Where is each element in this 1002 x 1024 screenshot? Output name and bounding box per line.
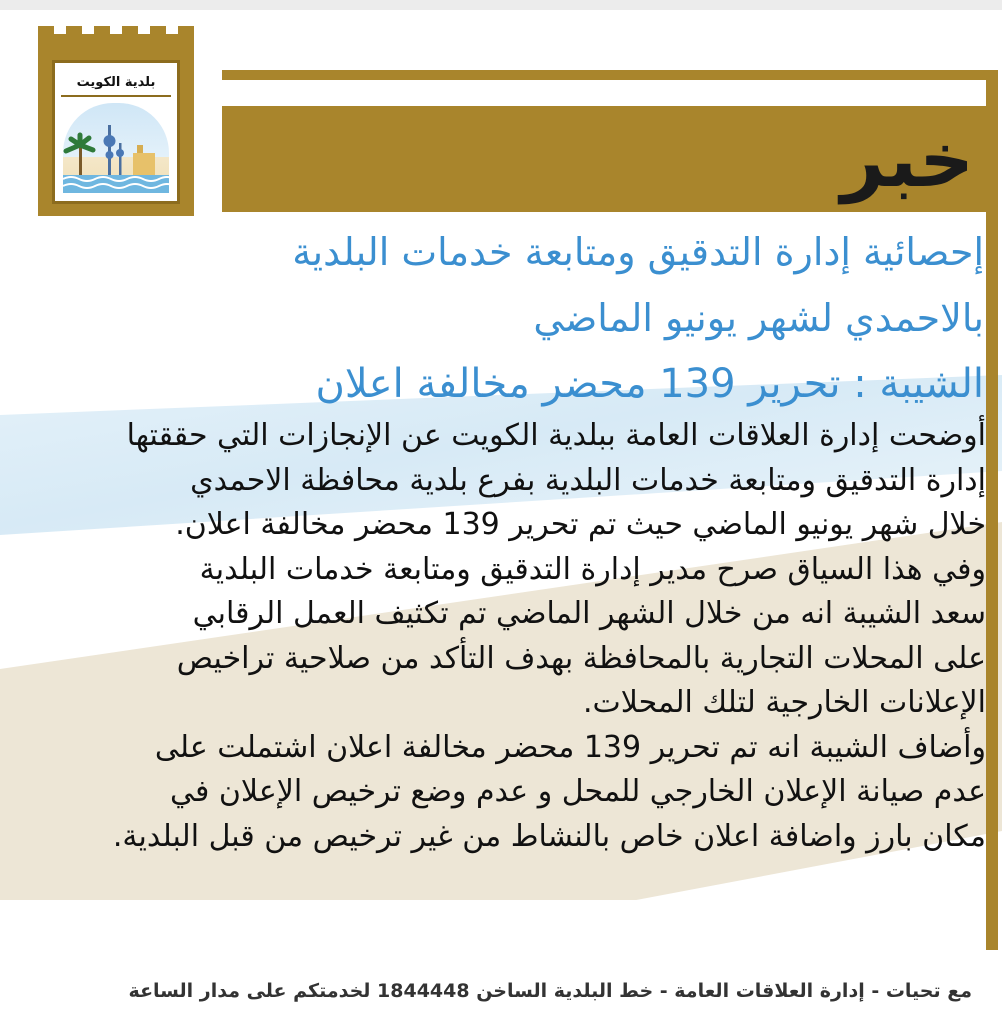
news-header-band xyxy=(222,106,998,212)
logo-crenel xyxy=(150,26,166,40)
article-line: أوضحت إدارة العلاقات العامة ببلدية الكويت عن الإنجازات التي حققتها xyxy=(126,418,986,453)
logo-crenel xyxy=(38,26,54,40)
footer-hotline: مع تحيات - إدارة العلاقات العامة - خط البلدية الساخن 1844448 لخدمتكم على مدار الساعة xyxy=(128,980,972,1002)
logo-crenel xyxy=(122,26,138,40)
headline-line-2: بالاحمدي لشهر يونيو الماضي xyxy=(533,296,984,340)
article-line: وفي هذا السياق صرح مدير إدارة التدقيق ومتابعة خدمات البلدية xyxy=(199,551,986,587)
frame-top-bar xyxy=(222,70,998,80)
article-line: سعد الشيبة انه من خلال الشهر الماضي تم تكثيف العمل الرقابي xyxy=(192,596,986,631)
logo-emblem xyxy=(52,60,180,204)
article-line: خلال شهر يونيو الماضي حيث تم تحرير 139 محضر مخالفة اعلان. xyxy=(175,507,986,542)
article-line: مكان بارز واضافة اعلان خاص بالنشاط من غير ترخيص من قبل البلدية. xyxy=(112,818,986,854)
article-line: إدارة التدقيق ومتابعة خدمات البلدية بفرع بلدية محافظة الاحمدي xyxy=(190,462,986,498)
kuwait-towers-icon xyxy=(63,103,169,193)
logo-skyline xyxy=(63,103,169,193)
top-strip xyxy=(0,0,1002,10)
article-line: الإعلانات الخارجية لتلك المحلات. xyxy=(582,685,986,720)
headline-line-1: إحصائية إدارة التدقيق ومتابعة خدمات البلدية xyxy=(292,230,984,274)
logo-crenel xyxy=(94,26,110,40)
logo-crenel xyxy=(66,26,82,40)
article-body xyxy=(26,414,986,859)
kuwait-municipality-logo xyxy=(38,34,194,216)
headline-line-3: الشيبة : تحرير 139 محضر مخالفة اعلان xyxy=(315,361,984,407)
article-line: وأضاف الشيبة انه تم تحرير 139 محضر مخالفة اعلان اشتملت على xyxy=(154,729,986,765)
news-header-title: خبر xyxy=(840,114,974,204)
article-line: عدم صيانة الإعلان الخارجي للمحل و عدم وضع ترخيص الإعلان في xyxy=(170,774,986,809)
article-line: على المحلات التجارية بالمحافظة بهدف التأكد من صلاحية تراخيص xyxy=(176,640,986,676)
logo-crenel xyxy=(178,26,194,40)
logo-text: بلدية الكويت xyxy=(61,69,171,97)
